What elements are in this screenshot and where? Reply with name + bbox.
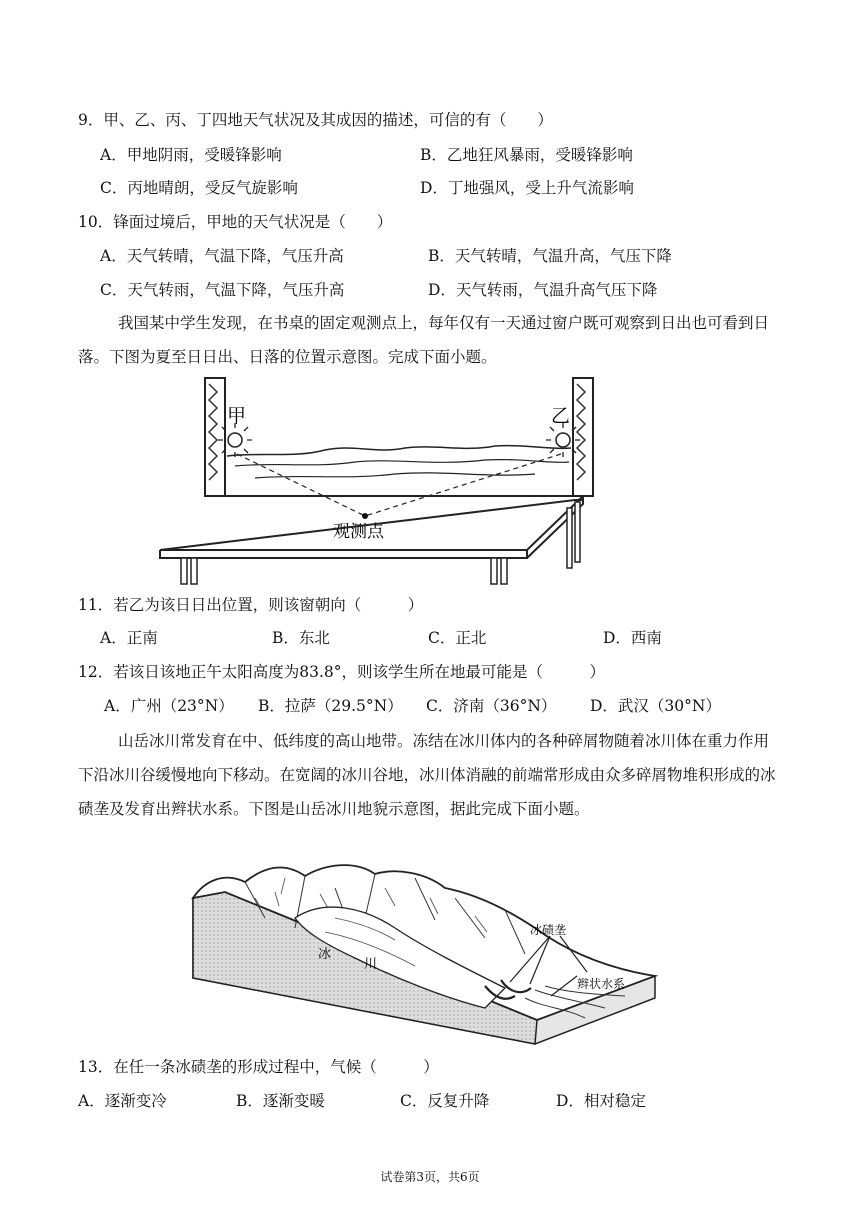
q10-option-d[interactable]: D．天气转雨，气温升高气压下降 bbox=[428, 281, 658, 299]
q10-stem: 10．锋面过境后，甲地的天气状况是（ ） bbox=[78, 213, 393, 231]
intro-paragraph-1: 我国某中学生发现，在书桌的固定观测点上，每年仅有一天通过窗户既可观察到日出也可看到日落。下图为夏至日日出、日落的位置示意图。完成下面小题。 bbox=[78, 314, 770, 366]
label-moraine: 冰碛垄 bbox=[530, 923, 567, 937]
q11-option-c[interactable]: C．正北 bbox=[428, 629, 487, 647]
q11-option-d[interactable]: D．西南 bbox=[603, 629, 662, 647]
q12-option-b[interactable]: B．拉萨（29.5°N） bbox=[258, 697, 403, 715]
q11-option-b[interactable]: B．东北 bbox=[272, 629, 330, 647]
q13-option-b[interactable]: B．逐渐变暖 bbox=[236, 1092, 325, 1110]
q10-option-c[interactable]: C．天气转雨，气温下降，气压升高 bbox=[100, 281, 345, 299]
label-braided-stream: 辫状水系 bbox=[577, 977, 626, 991]
q12-option-a[interactable]: A．广州（23°N） bbox=[104, 697, 234, 715]
q9-option-b[interactable]: B．乙地狂风暴雨，受暖锋影响 bbox=[420, 146, 633, 164]
q13-option-c[interactable]: C．反复升降 bbox=[400, 1092, 490, 1110]
label-yi: 乙 bbox=[551, 405, 571, 427]
label-observation-point: 观测点 bbox=[333, 522, 384, 542]
sunrise-sunset-figure bbox=[155, 374, 595, 586]
q9-option-c[interactable]: C．丙地晴朗，受反气旋影响 bbox=[100, 179, 298, 197]
q10-option-b[interactable]: B．天气转晴，气温升高，气压下降 bbox=[428, 247, 672, 265]
q12-stem: 12．若该日该地正午太阳高度为83.8°，则该学生所在地最可能是（ ） bbox=[78, 663, 605, 681]
q13-option-d[interactable]: D．相对稳定 bbox=[556, 1092, 646, 1110]
q10-option-a[interactable]: A．天气转晴，气温下降，气压升高 bbox=[100, 247, 344, 265]
q12-option-d[interactable]: D．武汉（30°N） bbox=[590, 697, 721, 715]
label-jia: 甲 bbox=[227, 405, 247, 427]
q9-option-a[interactable]: A．甲地阴雨，受暖锋影响 bbox=[100, 146, 282, 164]
label-glacier-2: 川 bbox=[364, 957, 378, 972]
glacier-landform-figure bbox=[185, 858, 675, 1048]
q9-option-d[interactable]: D．丁地强风，受上升气流影响 bbox=[420, 179, 634, 197]
q11-stem: 11．若乙为该日日出位置，则该窗朝向（ ） bbox=[78, 596, 424, 614]
q13-option-a[interactable]: A．逐渐变冷 bbox=[78, 1092, 167, 1110]
q13-stem: 13．在任一条冰碛垄的形成过程中，气候（ ） bbox=[78, 1058, 439, 1076]
q11-option-a[interactable]: A．正南 bbox=[100, 629, 158, 647]
q12-option-c[interactable]: C．济南（36°N） bbox=[426, 697, 557, 715]
label-glacier-1: 冰 bbox=[318, 947, 332, 962]
q9-stem: 9．甲、乙、丙、丁四地天气状况及其成因的描述，可信的有（ ） bbox=[78, 111, 553, 129]
intro-paragraph-2: 山岳冰川常发育在中、低纬度的高山地带。冻结在冰川体内的各种碎屑物随着冰川体在重力作用下沿冰川谷缓慢地向下移动。在宽阔的冰川谷地，冰川体消融的前端常形成由众多碎屑物堆积形成的冰碛垄及发育出辫状水系。下图是山岳冰川地貌示意图，据此完成下面小题。 bbox=[78, 732, 776, 818]
page-footer: 试卷第3页，共6页 bbox=[380, 1170, 480, 1184]
